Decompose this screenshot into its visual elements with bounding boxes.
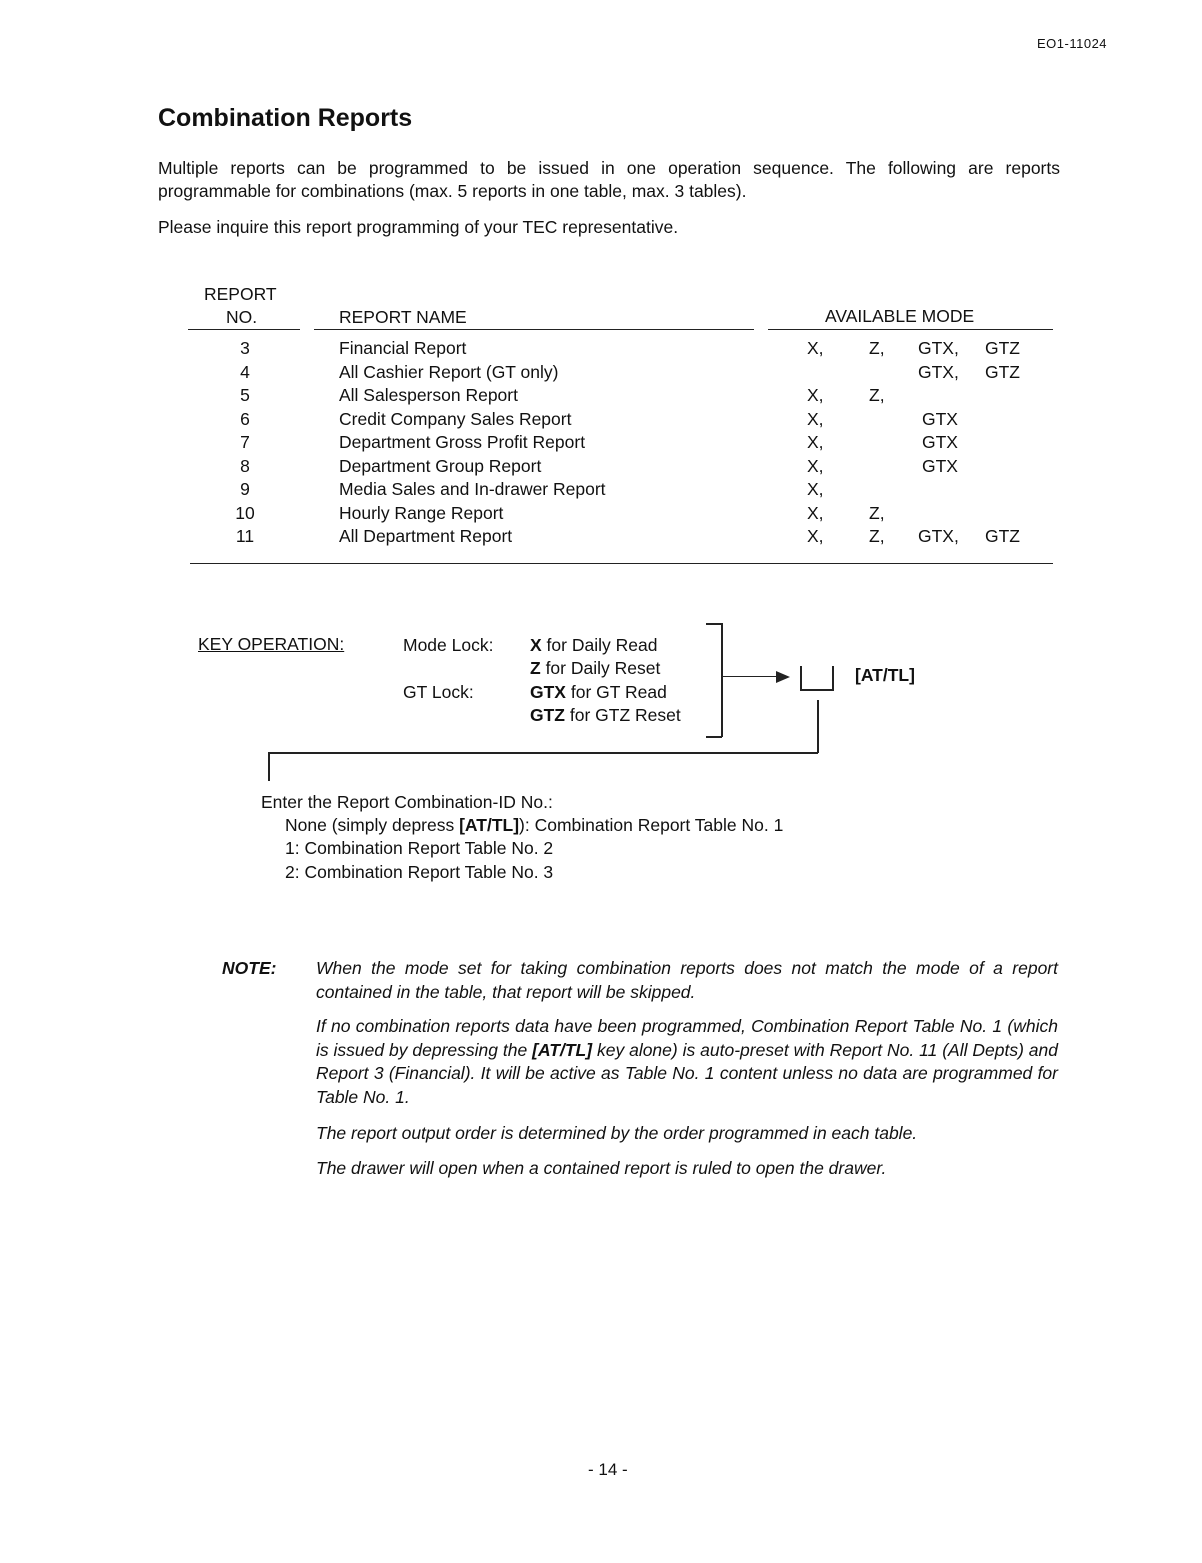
bracket-bottom bbox=[706, 736, 722, 738]
header-rule-no bbox=[188, 329, 300, 330]
note-paragraph-3: The report output order is determined by the order programmed in each table. bbox=[316, 1123, 918, 1143]
mode-x: X, bbox=[807, 455, 824, 476]
header-available-mode: AVAILABLE MODE bbox=[825, 306, 975, 326]
header-report-name: REPORT NAME bbox=[339, 307, 467, 327]
flow-arrow-line bbox=[722, 676, 778, 677]
report-number: 11 bbox=[235, 526, 255, 546]
intro-paragraph: Multiple reports can be programmed to be issued in one operation sequence. The following are reports programmable for combinations (max. 5 reports in one table, max. 3 tables). bbox=[158, 158, 1060, 201]
mode-gtx: GTX bbox=[922, 432, 958, 452]
header-rule-name bbox=[314, 329, 754, 330]
mode-x: X, bbox=[807, 338, 824, 358]
bracket-vertical bbox=[721, 623, 723, 737]
inquiry-paragraph: Please inquire this report programming of your TEC representative. bbox=[158, 217, 679, 237]
report-name: Media Sales and In-drawer Report bbox=[339, 479, 606, 499]
combination-id-option-1: 1: Combination Report Table No. 2 bbox=[285, 838, 554, 858]
lock-option-x: X for Daily Read bbox=[530, 635, 658, 655]
page-title: Combination Reports bbox=[158, 104, 413, 132]
mode-gtx: GTX, bbox=[918, 526, 959, 546]
lock-option-gtx: GTX for GT Read bbox=[530, 682, 667, 702]
mode-z: Z, bbox=[869, 502, 885, 523]
report-name: Financial Report bbox=[339, 338, 467, 358]
note-paragraph-1: When the mode set for taking combination reports does not match the mode of a report contained in the table, that report will be skipped. bbox=[316, 958, 1058, 1002]
report-number: 9 bbox=[240, 479, 250, 499]
report-name: Credit Company Sales Report bbox=[339, 408, 572, 429]
report-name: All Cashier Report (GT only) bbox=[339, 361, 559, 382]
flow-line-left-down bbox=[268, 752, 270, 781]
report-number: 6 bbox=[240, 408, 250, 429]
mode-x: X, bbox=[807, 432, 824, 452]
report-number: 8 bbox=[240, 455, 250, 476]
flow-line-horizontal bbox=[268, 752, 818, 754]
mode-z: Z, bbox=[869, 338, 885, 358]
mode-x: X, bbox=[807, 479, 824, 499]
header-rule-mode bbox=[768, 329, 1053, 330]
key-operation-label: KEY OPERATION: bbox=[198, 634, 345, 654]
report-number: 3 bbox=[240, 338, 250, 358]
mode-lock-label: Mode Lock: bbox=[403, 635, 494, 655]
flow-line-down bbox=[817, 700, 819, 753]
bracket-top bbox=[706, 623, 722, 625]
mode-gtx: GTX bbox=[922, 408, 958, 429]
report-number: 5 bbox=[240, 385, 250, 405]
page-number: - 14 - bbox=[588, 1460, 628, 1479]
header-report-line2: NO. bbox=[226, 307, 258, 327]
mode-gtx: GTX bbox=[922, 455, 958, 476]
note-label: NOTE: bbox=[222, 958, 277, 978]
note-paragraph-4: The drawer will open when a contained report is ruled to open the drawer. bbox=[316, 1158, 887, 1178]
mode-x: X, bbox=[807, 502, 824, 523]
mode-gtx: GTX, bbox=[918, 338, 959, 358]
document-id: EO1-11024 bbox=[1037, 36, 1108, 51]
mode-z: Z, bbox=[869, 526, 885, 546]
report-number: 10 bbox=[235, 502, 255, 523]
key-name-atl: [AT/TL] bbox=[855, 665, 915, 685]
combination-id-none: None (simply depress [AT/TL]): Combination Report Table No. 1 bbox=[285, 815, 784, 835]
combination-id-heading: Enter the Report Combination-ID No.: bbox=[261, 792, 553, 812]
gt-lock-label: GT Lock: bbox=[403, 682, 474, 702]
combination-id-option-2: 2: Combination Report Table No. 3 bbox=[285, 862, 554, 882]
report-name: Department Gross Profit Report bbox=[339, 432, 586, 452]
report-name: All Department Report bbox=[339, 526, 513, 546]
report-name: All Salesperson Report bbox=[339, 385, 518, 405]
key-box-icon bbox=[799, 666, 835, 692]
arrow-right-icon bbox=[776, 671, 790, 683]
mode-gtz: GTZ bbox=[985, 361, 1020, 382]
mode-x: X, bbox=[807, 526, 824, 546]
mode-x: X, bbox=[807, 385, 824, 405]
mode-gtx: GTX, bbox=[918, 361, 959, 382]
table-bottom-rule bbox=[190, 563, 1053, 564]
mode-gtz: GTZ bbox=[985, 338, 1020, 358]
report-number: 7 bbox=[240, 432, 250, 452]
mode-x: X, bbox=[807, 408, 824, 429]
mode-z: Z, bbox=[869, 385, 885, 405]
note-paragraph-2: If no combination reports data have been programmed, Combination Report Table No. 1 (which is issued by depressing the [AT/TL] key alone) is auto-preset with Report No. 11 (All Depts) and Report 3 (Financial). It will be active as Table No. 1 content unless no data are programmed for Table No. 1. bbox=[316, 1016, 1058, 1107]
lock-option-z: Z for Daily Reset bbox=[530, 658, 661, 678]
report-name: Hourly Range Report bbox=[339, 502, 504, 523]
report-number: 4 bbox=[240, 361, 250, 382]
mode-gtz: GTZ bbox=[985, 526, 1020, 546]
report-name: Department Group Report bbox=[339, 455, 542, 476]
lock-option-gtz: GTZ for GTZ Reset bbox=[530, 705, 681, 725]
header-report-line1: REPORT bbox=[204, 284, 277, 304]
